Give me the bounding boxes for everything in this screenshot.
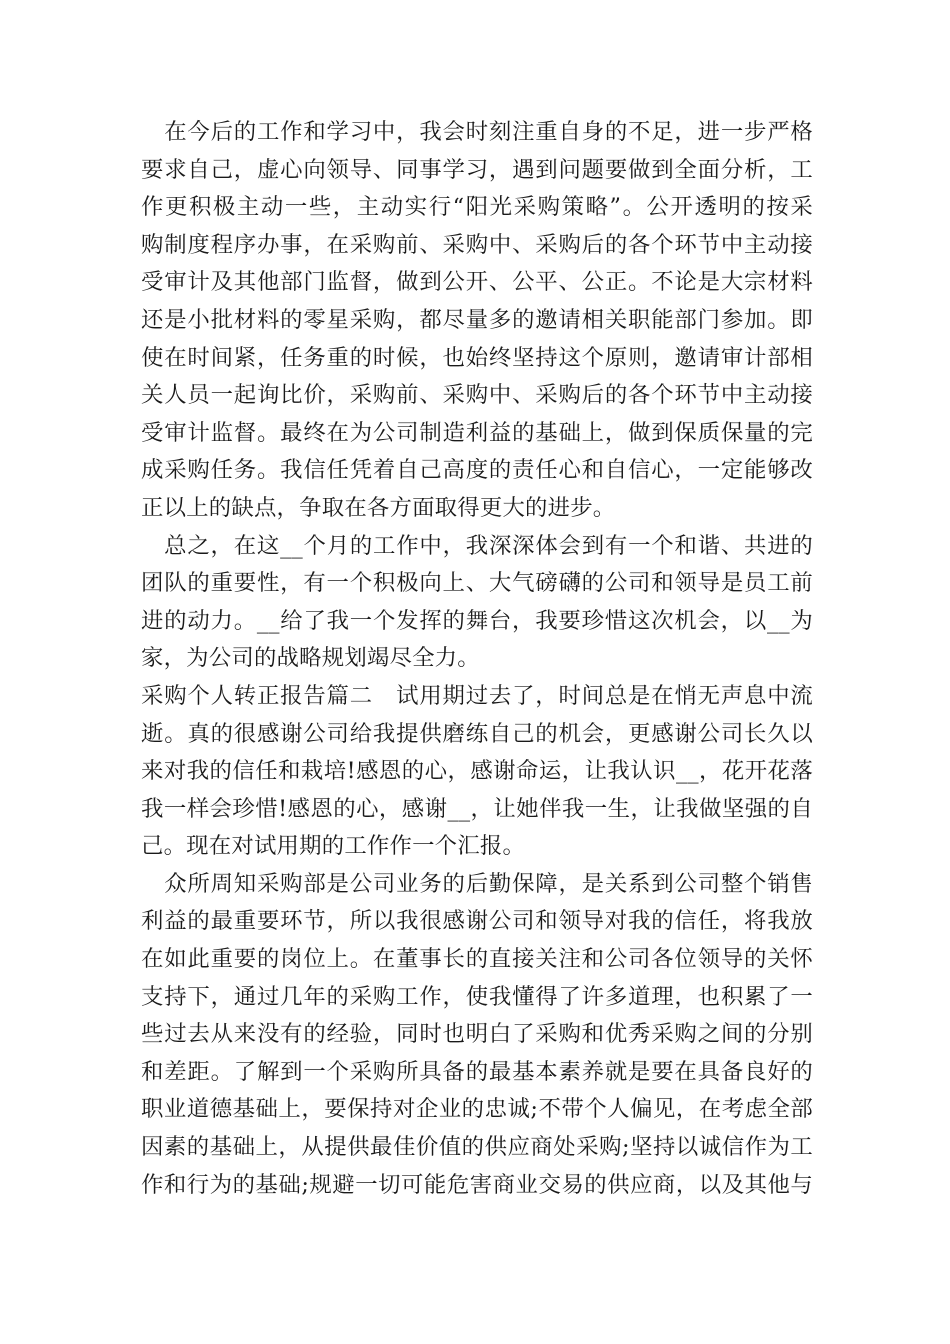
text-line: 和差距。了解到一个采购所具备的最基本素养就是要在具备良好的	[141, 1058, 813, 1085]
text-line: 在今后的工作和学习中，我会时刻注重自身的不足，进一步严格	[141, 119, 813, 145]
text-line: 要求自己，虚心向领导、同事学习，遇到问题要做到全面分析，工	[141, 156, 813, 183]
text-line: 来对我的信任和栽培!感恩的心，感谢命运，让我认识__，花开花落	[141, 758, 813, 785]
text-line: 我一样会珍惜!感恩的心，感谢__，让她伴我一生，让我做坚强的自	[141, 795, 813, 822]
text-line: 总之，在这__个月的工作中，我深深体会到有一个和谐、共进的	[141, 532, 813, 559]
text-line: 作更积极主动一些，主动实行“阳光采购策略”。公开透明的按采	[141, 194, 813, 221]
text-line: 关人员一起询比价，采购前、采购中、采购后的各个环节中主动接	[141, 382, 813, 409]
text-line: 众所周知采购部是公司业务的后勤保障，是关系到公司整个销售	[141, 870, 813, 897]
document-body	[141, 114, 813, 1204]
text-line: 利益的最重要环节，所以我很感谢公司和领导对我的信任，将我放	[141, 908, 813, 935]
text-line: 逝。真的很感谢公司给我提供磨练自己的机会，更感谢公司长久以	[141, 720, 813, 747]
text-line: 在如此重要的岗位上。在董事长的直接关注和公司各位领导的关怀	[141, 946, 813, 973]
text-line: 己。现在对试用期的工作作一个汇报。	[141, 833, 526, 860]
text-line: 受审计监督。最终在为公司制造利益的基础上，做到保质保量的完	[141, 419, 813, 446]
text-line: 进的动力。__给了我一个发挥的舞台，我要珍惜这次机会，以__为	[141, 607, 813, 634]
text-line: 还是小批材料的零星采购，都尽量多的邀请相关职能部门参加。即	[141, 306, 813, 333]
text-line: 些过去从来没有的经验，同时也明白了采购和优秀采购之间的分别	[141, 1021, 813, 1048]
text-line: 职业道德基础上，要保持对企业的忠诚;不带个人偏见，在考虑全部	[141, 1096, 813, 1123]
text-line: 正以上的缺点，争取在各方面取得更大的进步。	[141, 494, 616, 521]
text-line: 团队的重要性，有一个积极向上、大气磅礴的公司和领导是员工前	[141, 570, 813, 597]
text-line: 购制度程序办事，在采购前、采购中、采购后的各个环节中主动接	[141, 231, 813, 258]
text-line: 采购个人转正报告篇二 试用期过去了，时间总是在悄无声息中流	[141, 682, 813, 709]
text-line: 使在时间紧，任务重的时候，也始终坚持这个原则，邀请审计部相	[141, 344, 813, 371]
text-line: 因素的基础上，从提供最佳价值的供应商处采购;坚持以诚信作为工	[141, 1134, 813, 1161]
text-line: 家，为公司的战略规划竭尽全力。	[141, 645, 480, 672]
text-line: 成采购任务。我信任凭着自己高度的责任心和自信心，一定能够改	[141, 457, 813, 484]
text-line: 作和行为的基础;规避一切可能危害商业交易的供应商，以及其他与	[141, 1171, 813, 1198]
text-line: 支持下，通过几年的采购工作，使我懂得了许多道理，也积累了一	[141, 983, 813, 1010]
text-line: 受审计及其他部门监督，做到公开、公平、公正。不论是大宗材料	[141, 269, 813, 296]
